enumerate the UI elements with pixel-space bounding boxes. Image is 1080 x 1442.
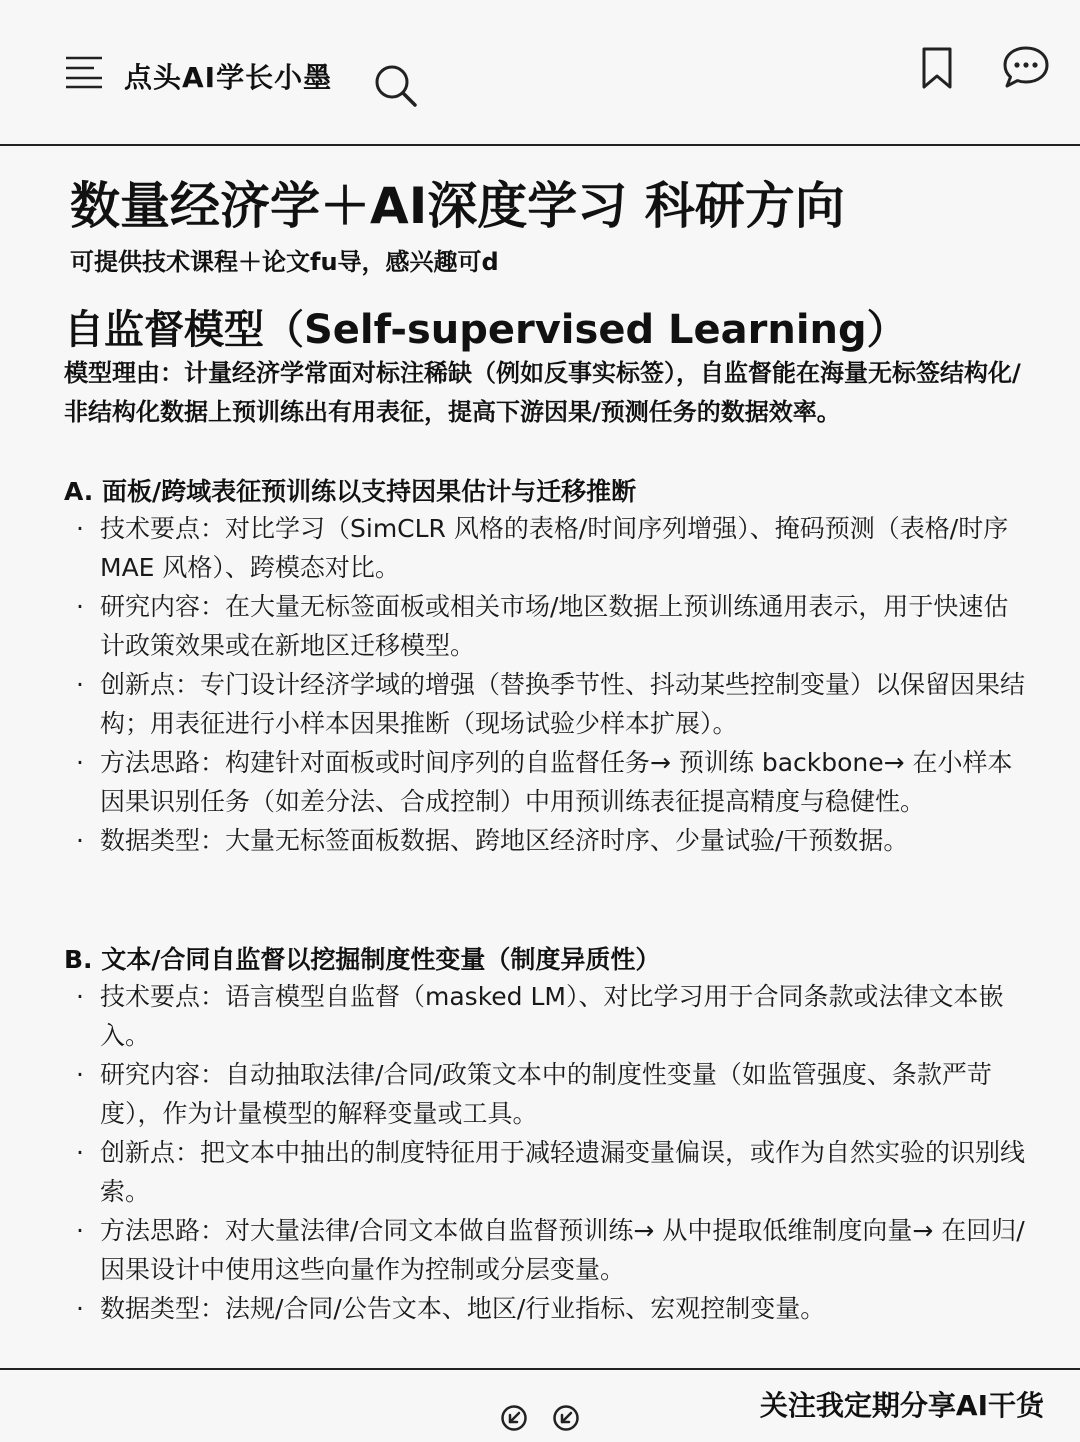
- list-item: · 数据类型：大量无标签面板数据、跨地区经济时序、少量试验/干预数据。: [76, 821, 1026, 860]
- part-b-bullets: [76, 977, 1026, 1328]
- list-item: · 创新点：专门设计经济学域的增强（替换季节性、抖动某些控制变量）以保留因果结构；用表征进行小样本因果推断（现场试验少样本扩展）。: [76, 665, 1026, 743]
- list-item: · 技术要点：语言模型自监督（masked LM）、对比学习用于合同条款或法律文本嵌入。: [76, 977, 1026, 1055]
- article-content: [0, 146, 1080, 1366]
- list-item: · 方法思路：构建针对面板或时间序列的自监督任务→ 预训练 backbone→ 在小样本因果识别任务（如差分法、合成控制）中用预训练表征提高精度与稳健性。: [76, 743, 1026, 821]
- part-b-heading: B. 文本/合同自监督以挖掘制度性变量（制度异质性）: [64, 945, 661, 974]
- list-item: · 创新点：把文本中抽出的制度特征用于减轻遗漏变量偏误，或作为自然实验的识别线索。: [76, 1133, 1026, 1211]
- prev-page-icon[interactable]: [500, 1404, 528, 1432]
- next-page-icon[interactable]: [552, 1404, 580, 1432]
- part-a-bullets: [76, 509, 1026, 860]
- top-bar: [0, 0, 1080, 146]
- list-item: · 技术要点：对比学习（SimCLR 风格的表格/时间序列增强）、掩码预测（表格/时序 MAE 风格）、跨模态对比。: [76, 509, 1026, 587]
- brand-name: 点头AI学长小墨: [124, 61, 333, 94]
- page-subtitle: 可提供技术课程＋论文fu导，感兴趣可d: [70, 248, 499, 276]
- list-item: · 研究内容：在大量无标签面板或相关市场/地区数据上预训练通用表示，用于快速估计政策效果或在新地区迁移模型。: [76, 587, 1026, 665]
- follow-cta: 关注我定期分享AI干货: [759, 1389, 1044, 1422]
- bottom-bar: [0, 1368, 1080, 1442]
- search-icon[interactable]: [372, 62, 418, 108]
- menu-icon[interactable]: [64, 54, 104, 90]
- list-item: · 研究内容：自动抽取法律/合同/政策文本中的制度性变量（如监管强度、条款严苛度），作为计量模型的解释变量或工具。: [76, 1055, 1026, 1133]
- chat-icon[interactable]: [1002, 44, 1050, 90]
- list-item: · 数据类型：法规/合同/公告文本、地区/行业指标、宏观控制变量。: [76, 1289, 1026, 1328]
- bookmark-icon[interactable]: [920, 46, 954, 90]
- part-a-heading: A. 面板/跨域表征预训练以支持因果估计与迁移推断: [64, 477, 637, 506]
- section-title: 自监督模型（Self-supervised Learning）: [64, 307, 907, 353]
- page-title: 数量经济学＋AI深度学习 科研方向: [70, 177, 845, 235]
- list-item: · 方法思路：对大量法律/合同文本做自监督预训练→ 从中提取低维制度向量→ 在回归/因果设计中使用这些向量作为控制或分层变量。: [76, 1211, 1026, 1289]
- model-rationale: 模型理由：计量经济学常面对标注稀缺（例如反事实标签），自监督能在海量无标签结构化/非结构化数据上预训练出有用表征，提高下游因果/预测任务的数据效率。: [64, 359, 1021, 426]
